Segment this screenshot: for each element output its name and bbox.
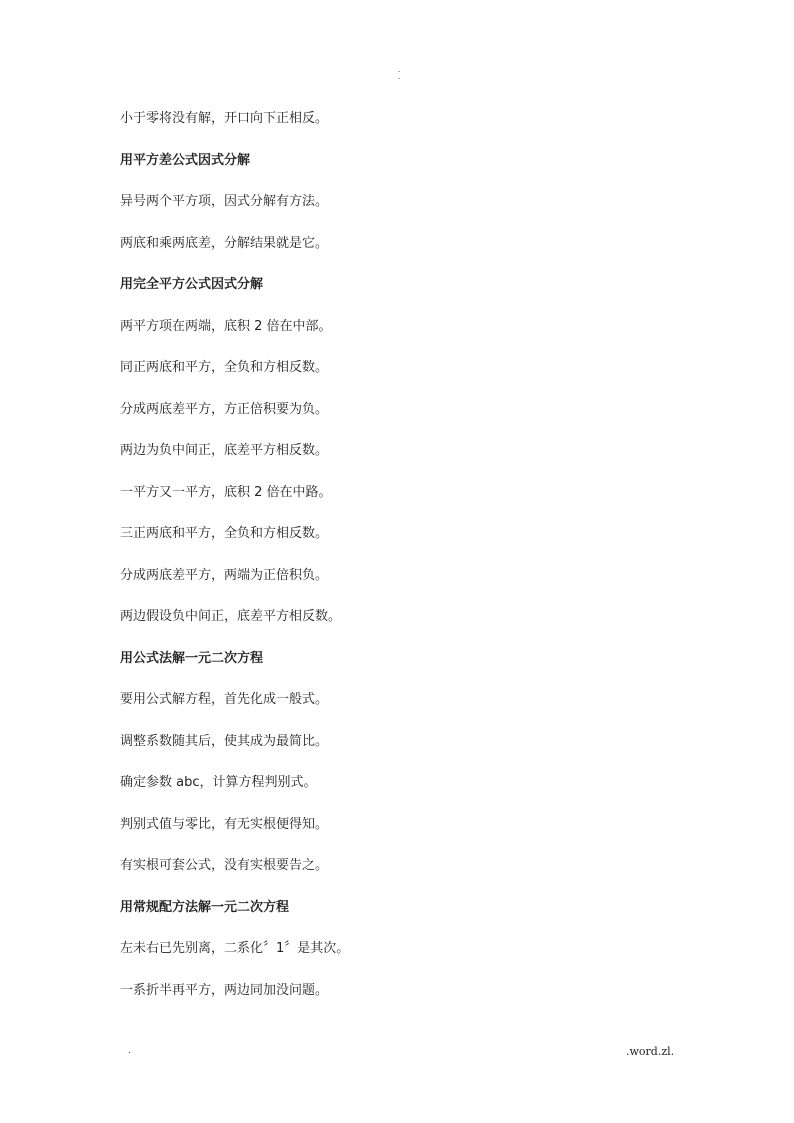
verse-line: 异号两个平方项，因式分解有方法。 bbox=[120, 194, 329, 209]
verse-line: 小于零将没有解，开口向下正相反。 bbox=[120, 111, 329, 126]
verse-line: 两边为负中间正，底差平方相反数。 bbox=[120, 443, 329, 458]
header-dot-bottom: . bbox=[397, 72, 401, 81]
section-heading: 用常规配方法解一元二次方程 bbox=[120, 900, 290, 915]
header-dot-top: . bbox=[397, 65, 401, 74]
verse-line: 调整系数随其后，使其成为最简比。 bbox=[120, 734, 329, 749]
footer-left-mark: . bbox=[128, 1046, 131, 1056]
verse-line: 要用公式解方程，首先化成一般式。 bbox=[120, 692, 329, 707]
section-heading: 用平方差公式因式分解 bbox=[120, 153, 251, 168]
section-heading: 用完全平方公式因式分解 bbox=[120, 277, 264, 292]
verse-line: 分成两底差平方，方正倍积要为负。 bbox=[120, 402, 329, 417]
verse-line: 两平方项在两端，底积 2 倍在中部。 bbox=[120, 319, 332, 334]
verse-line: 同正两底和平方，全负和方相反数。 bbox=[120, 360, 329, 375]
verse-line: 确定参数 abc，计算方程判别式。 bbox=[120, 775, 317, 790]
verse-line: 分成两底差平方，两端为正倍积负。 bbox=[120, 568, 329, 583]
verse-line: 左未右已先别离，二系化〞1〞是其次。 bbox=[120, 941, 350, 956]
verse-line: 有实根可套公式，没有实根要告之。 bbox=[120, 858, 329, 873]
verse-line: 一平方又一平方，底积 2 倍在中路。 bbox=[120, 485, 332, 500]
footer-watermark: .word.zl. bbox=[626, 1045, 675, 1058]
verse-line: 一系折半再平方，两边同加没问题。 bbox=[120, 983, 329, 998]
verse-line: 判别式值与零比，有无实根便得知。 bbox=[120, 817, 329, 832]
verse-line: 两边假设负中间正，底差平方相反数。 bbox=[120, 609, 342, 624]
header-mark bbox=[396, 66, 402, 80]
verse-line: 三正两底和平方，全负和方相反数。 bbox=[120, 526, 329, 541]
section-heading: 用公式法解一元二次方程 bbox=[120, 651, 264, 666]
verse-line: 两底和乘两底差，分解结果就是它。 bbox=[120, 236, 329, 251]
